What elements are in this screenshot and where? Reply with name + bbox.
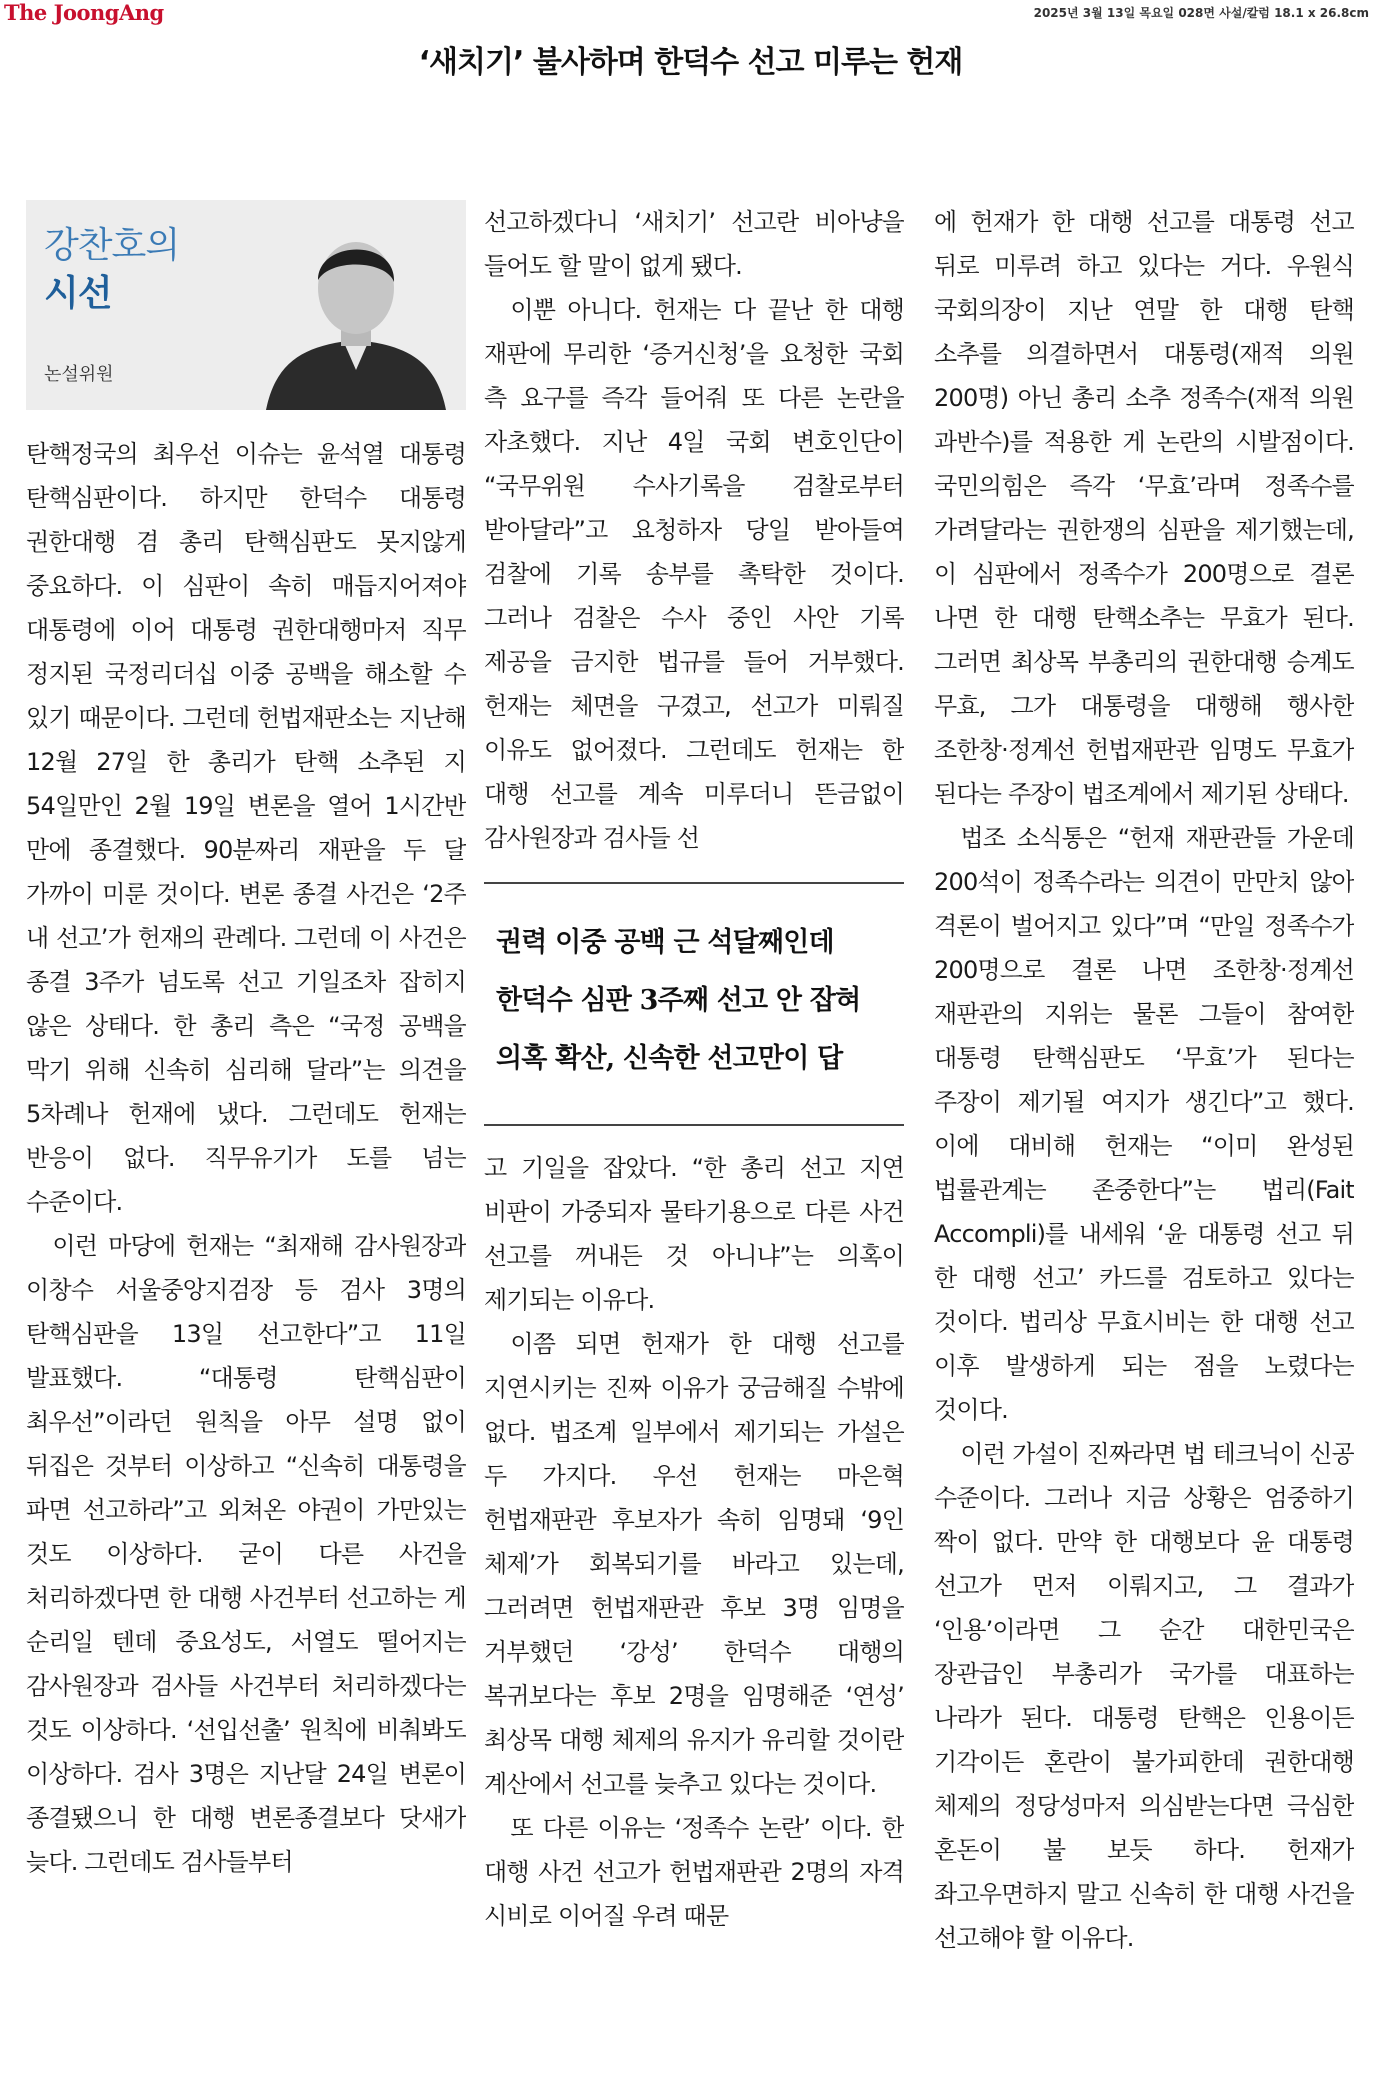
headline: ‘새치기’ 불사하며 한덕수 선고 미루는 헌재 [418, 45, 963, 80]
newspaper-logo: The JoongAng [4, 0, 164, 25]
masthead [0, 0, 1381, 34]
pull-quote [484, 882, 904, 1126]
paragraph: 탄핵정국의 최우선 이슈는 윤석열 대통령 탄핵심판이다. 하지만 한덕수 대통령 권한대행 겸 총리 탄핵심판도 못지않게 중요하다. 이 심판이 속히 매듭지어져야 대통령에 이어 대통령 권한대행마저 직무 정지된 국정리더십 이중 공백을 해소할 수 있기 때문이다. 그런데 헌법재판소는 지난해 12월 27일 한 총리가 탄핵 소추된 지 54일만인 2월 19일 변론을 열어 1시간반 만에 종결했다. 90분짜리 재판을 두 달 가까이 미룬 것이다. 변론 종결 사건은 ‘2주 내 선고’가 헌재의 관례다. 그런데 이 사건은 종결 3주가 넘도록 선고 기일조차 잡히지 않은 상태다. 한 총리 측은 “국정 공백을 막기 위해 신속히 심리해 달라”는 의견을 5차례나 헌재에 냈다. 그런데도 헌재는 반응이 없다. 직무유기가 도를 넘는 수준이다. [26, 440, 466, 1216]
pull-quote-line: 한덕수 심판 3주째 선고 안 잡혀 [496, 985, 861, 1016]
article-column-2 [484, 200, 904, 1938]
article-column-1 [26, 200, 466, 1884]
paragraph: 이뿐 아니다. 헌재는 다 끝난 한 대행 재판에 무리한 ‘증거신청’을 요청한 국회 측 요구를 즉각 들어줘 또 다른 논란을 자초했다. 지난 4일 국회 변호인단이 “국무위원 수사기록을 검찰로부터 받아달라”고 요청하자 당일 받아들여 검찰에 기록 송부를 촉탁한 것이다. 그러나 검찰은 수사 중인 사안 기록 제공을 금지한 법규를 들어 거부했다. 헌재는 체면을 구겼고, 선고가 미뤄질 이유도 없어졌다. 그런데도 헌재는 한 대행 선고를 계속 미루더니 뜬금없이 감사원장과 검사들 선 [484, 296, 904, 852]
pull-quote-line: 의혹 확산, 신속한 선고만이 답 [496, 1043, 843, 1074]
column-title-line1: 강찬호의 [44, 225, 180, 266]
paragraph: 이런 마당에 헌재는 “최재해 감사원장과 이창수 서울중앙지검장 등 검사 3명의 탄핵심판을 13일 선고한다”고 11일 발표했다. “대통령 탄핵심판이 최우선”이라던 원칙을 아무 설명 없이 뒤집은 것부터 이상하고 “신속히 대통령을 파면 선고하라”고 외쳐온 야권이 가만있는 것도 이상하다. 굳이 다른 사건을 처리하겠다면 한 대행 사건부터 선고하는 게 순리일 텐데 중요성도, 서열도 떨어지는 감사원장과 검사들 사건부터 처리하겠다는 것도 이상하다. ‘선입선출’ 원칙에 비춰봐도 이상하다. 검사 3명은 지난달 24일 변론이 종결됐으니 한 대행 변론종결보다 닷새가 늦다. 그런데도 검사들부터 [26, 1232, 466, 1876]
pull-quote-line: 권력 이중 공백 근 석달째인데 [496, 927, 834, 958]
paragraph: 고 기일을 잡았다. “한 총리 선고 지연 비판이 가중되자 물타기용으로 다른 사건 선고를 꺼내든 것 아니냐”는 의혹이 제기되는 이유다. [484, 1154, 904, 1314]
author-portrait-icon [246, 210, 466, 410]
paragraph: 이쯤 되면 헌재가 한 대행 선고를 지연시키는 진짜 이유가 궁금해질 수밖에 없다. 법조계 일부에서 제기되는 가설은 두 가지다. 우선 헌재는 마은혁 헌법재판관 후보자가 속히 임명돼 ‘9인 체제’가 회복되기를 바라고 있는데, 그러려면 헌법재판관 후보 3명 임명을 거부했던 ‘강성’ 한덕수 대행의 복귀보다는 후보 2명을 임명해준 ‘연성’ 최상목 대행 체제의 유지가 유리할 것이란 계산에서 선고를 늦추고 있다는 것이다. [484, 1330, 904, 1798]
paragraph: 에 헌재가 한 대행 선고를 대통령 선고 뒤로 미루려 하고 있다는 거다. 우원식 국회의장이 지난 연말 한 대행 탄핵 소추를 의결하면서 대통령(재적 의원 200명) 아닌 총리 소추 정족수(재적 의원 과반수)를 적용한 게 논란의 시발점이다. 국민의힘은 즉각 ‘무효’라며 정족수를 가려달라는 권한쟁의 심판을 제기했는데, 이 심판에서 정족수가 200명으로 결론 나면 한 대행 탄핵소추는 무효가 된다. 그러면 최상목 부총리의 권한대행 승계도 무효, 그가 대통령을 대행해 행사한 조한창·정계선 헌법재판관 임명도 무효가 된다는 주장이 법조계에서 제기된 상태다. [934, 208, 1354, 808]
print-metadata: 2025년 3월 13일 목요일 028면 사설/칼럼 18.1 x 26.8cm [1033, 6, 1369, 20]
paragraph: 법조 소식통은 “헌재 재판관들 가운데 200석이 정족수라는 의견이 만만치 않아 격론이 벌어지고 있다”며 “만일 정족수가 200명으로 결론 나면 조한창·정계선 재판관의 지위는 물론 그들이 참여한 대통령 탄핵심판도 ‘무효’가 된다는 주장이 제기될 여지가 생긴다”고 했다. 이에 대비해 헌재는 “이미 완성된 법률관계는 존중한다”는 법리(Fait Accompli)를 내세워 ‘윤 대통령 선고 뒤 한 대행 선고’ 카드를 검토하고 있다는 것이다. 법리상 무효시비는 한 대행 선고 이후 발생하게 되는 점을 노렸다는 것이다. [934, 824, 1354, 1424]
article-column-3 [934, 200, 1354, 1960]
paragraph: 이런 가설이 진짜라면 법 테크닉이 신공 수준이다. 그러나 지금 상황은 엄중하기 짝이 없다. 만약 한 대행보다 윤 대통령 선고가 먼저 이뤄지고, 그 결과가 ‘인용’이라면 그 순간 대한민국은 장관급인 부총리가 국가를 대표하는 나라가 된다. 대통령 탄핵은 인용이든 기각이든 혼란이 불가피한데 권한대행 체제의 정당성마저 의심받는다면 극심한 혼돈이 불 보듯 하다. 헌재가 좌고우면하지 말고 신속히 한 대행 사건을 선고해야 할 이유다. [934, 1440, 1354, 1952]
author-role: 논설위원 [44, 364, 114, 385]
column-title [44, 222, 179, 318]
paragraph: 선고하겠다니 ‘새치기’ 선고란 비아냥을 들어도 할 말이 없게 됐다. [484, 208, 904, 280]
column-title-line2: 시선 [44, 273, 112, 314]
paragraph: 또 다른 이유는 ‘정족수 논란’ 이다. 한 대행 사건 선고가 헌법재판관 2명의 자격 시비로 이어질 우려 때문 [484, 1814, 904, 1930]
byline-box [26, 200, 466, 410]
